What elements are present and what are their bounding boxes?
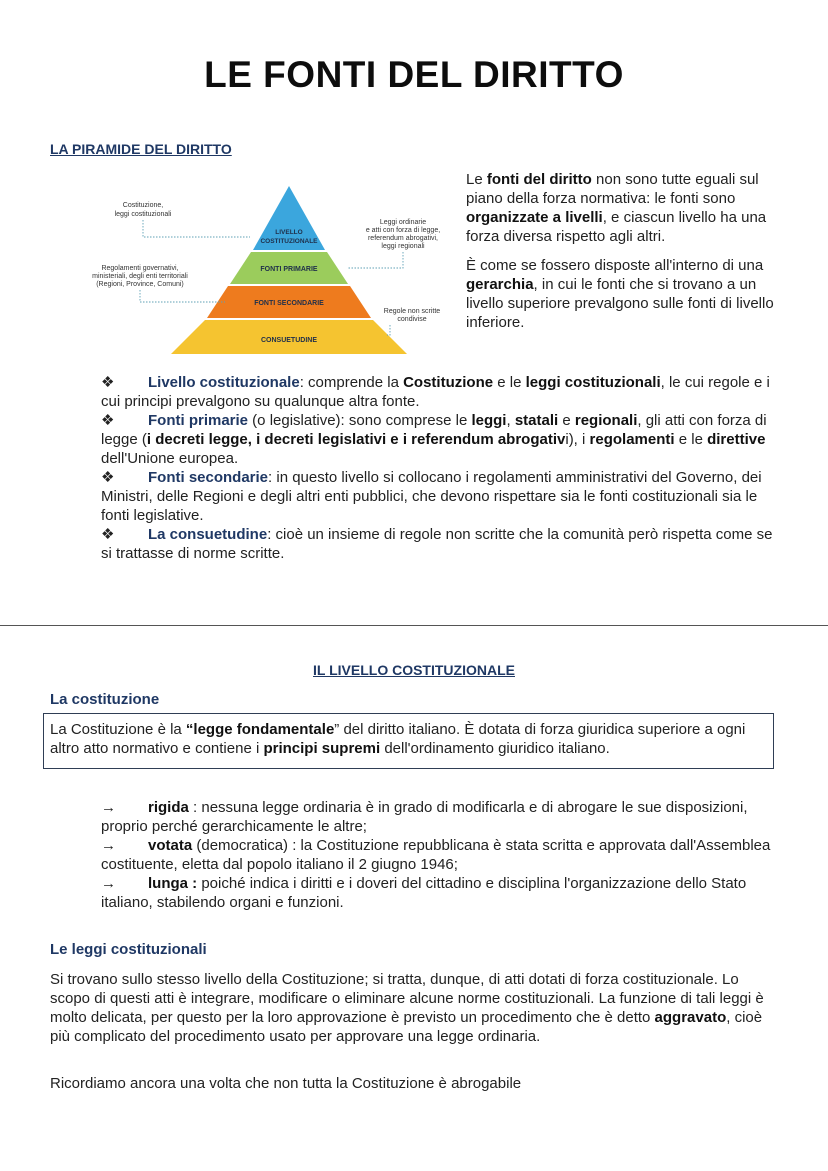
arrow-right-icon: →	[101, 799, 116, 816]
intro-paragraph-1: Le fonti del diritto non sono tutte eguali sul piano della forza normativa: le fonti sono organizzate a livelli, e ciascun livello ha una forza diversa rispetto agli altri.	[466, 171, 767, 245]
connector-left-top	[143, 220, 250, 237]
arrow-right-icon: →	[101, 837, 116, 854]
level-label-1b: COSTITUZIONALE	[260, 238, 318, 245]
subheading-leggi-costituzionali: Le leggi costituzionali	[50, 941, 207, 958]
level-label-2: FONTI PRIMARIE	[260, 266, 318, 273]
note-left-top-1: Costituzione,	[122, 202, 164, 209]
diamond-bullet-icon: ❖	[101, 374, 115, 391]
diamond-bullet-icon: ❖	[101, 469, 115, 486]
note-right-top-2: e atti con forza di legge,	[365, 227, 441, 234]
intro-paragraph-2: È come se fossero disposte all'interno di una gerarchia, in cui le fonti che si trovano a un livello superiore prevalgono sulle fonti di livello inferiore.	[466, 257, 774, 331]
note-right-bottom-2: condivise	[397, 316, 427, 323]
note-left-mid-3: (Regioni, Province, Comuni)	[96, 281, 184, 288]
section-heading-constitutional: IL LIVELLO COSTITUZIONALE	[313, 662, 515, 678]
diamond-bullet-icon: ❖	[101, 526, 115, 543]
subheading-costituzione: La costituzione	[50, 691, 160, 708]
bullet-item-primary: ❖ Fonti primarie (o legislative): sono comprese le leggi, statali e regionali, gli atti con forza di legge (i decreti legge, i decreti legislativi e i referendum abrogativi), i regolamenti e le direttive dell'Unione europea.	[101, 412, 767, 467]
connector-right-top	[347, 252, 403, 268]
diamond-bullet-icon: ❖	[101, 412, 115, 429]
trait-item-rigida: → rigida : nessuna legge ordinaria è in grado di modificarla e di abrogare le sue disposizioni, proprio perché gerarchicamente le altre;	[101, 799, 748, 835]
arrow-right-icon: →	[101, 875, 116, 892]
note-left-mid-2: ministeriali, degli enti territoriali	[92, 273, 188, 280]
bullet-item-secondary: ❖ Fonti secondarie: in questo livello si collocano i regolamenti amministrativi del Governo, dei Ministri, delle Regioni e degli altri enti pubblici, che devono rispettare sia le fonti costituzionali sia le fonti legislative.	[101, 469, 762, 524]
connector-left-mid	[140, 290, 225, 302]
constitution-traits-list	[101, 798, 781, 912]
closing-remark: Ricordiamo ancora una volta che non tutta la Costituzione è abrogabile	[50, 1075, 522, 1092]
note-right-bottom-1: Regole non scritte	[383, 308, 441, 315]
note-left-mid-1: Regolamenti governativi,	[101, 265, 179, 272]
note-left-top-2: leggi costituzionali	[114, 211, 172, 218]
bullet-item-custom: ❖ La consuetudine: cioè un insieme di regole non scritte che la comunità però rispetta come se si trattasse di norme scritte.	[101, 526, 773, 562]
level-label-1a: LIVELLO	[275, 229, 303, 236]
connector-right-bottom	[387, 325, 390, 335]
bullet-item-constitutional: ❖ Livello costituzionale: comprende la Costituzione e le leggi costituzionali, le cui regole e i cui principi prevalgono su qualunque altra fonte.	[101, 374, 770, 410]
levels-bullet-list	[101, 373, 773, 563]
page-title: LE FONTI DEL DIRITTO	[204, 54, 624, 95]
note-right-top-4: leggi regionali	[381, 243, 425, 250]
section-divider	[0, 625, 828, 626]
trait-item-lunga: → lunga : poiché indica i diritti e i doveri del cittadino e disciplina l'organizzazione dello Stato italiano, stabilendo organi e funzioni.	[101, 875, 747, 911]
leggi-costituzionali-paragraph: Si trovano sullo stesso livello della Costituzione; si tratta, dunque, di atti dotati di forza costituzionale. Lo scopo di questi atti è integrare, modificare o eliminare alcune norme costituzionali. La funzione di tali leggi è molto delicata, per questo per la loro approvazione è previsto un procedimento che è detto aggravato, cioè più complicato del procedimento usato per approvare una legge ordinaria.	[50, 971, 764, 1045]
level-label-3: FONTI SECONDARIE	[254, 300, 324, 307]
section-heading-pyramid: LA PIRAMIDE DEL DIRITTO	[50, 141, 232, 157]
trait-item-votata: → votata (democratica) : la Costituzione repubblicana è stata scritta e approvata dall'Assemblea costituente, eletta dal popolo italiano il 2 giugno 1946;	[101, 837, 771, 873]
constitution-definition-box: La Costituzione è la “legge fondamentale” del diritto italiano. È dotata di forza giuridica superiore a ogni altro atto normativo e contiene i principi supremi dell'ordinamento giuridico italiano.	[43, 713, 774, 769]
note-right-top-1: Leggi ordinarie	[379, 219, 427, 226]
pyramid-diagram	[85, 180, 455, 360]
note-right-top-3: referendum abrogativi,	[367, 235, 439, 242]
level-label-4: CONSUETUDINE	[260, 337, 318, 344]
